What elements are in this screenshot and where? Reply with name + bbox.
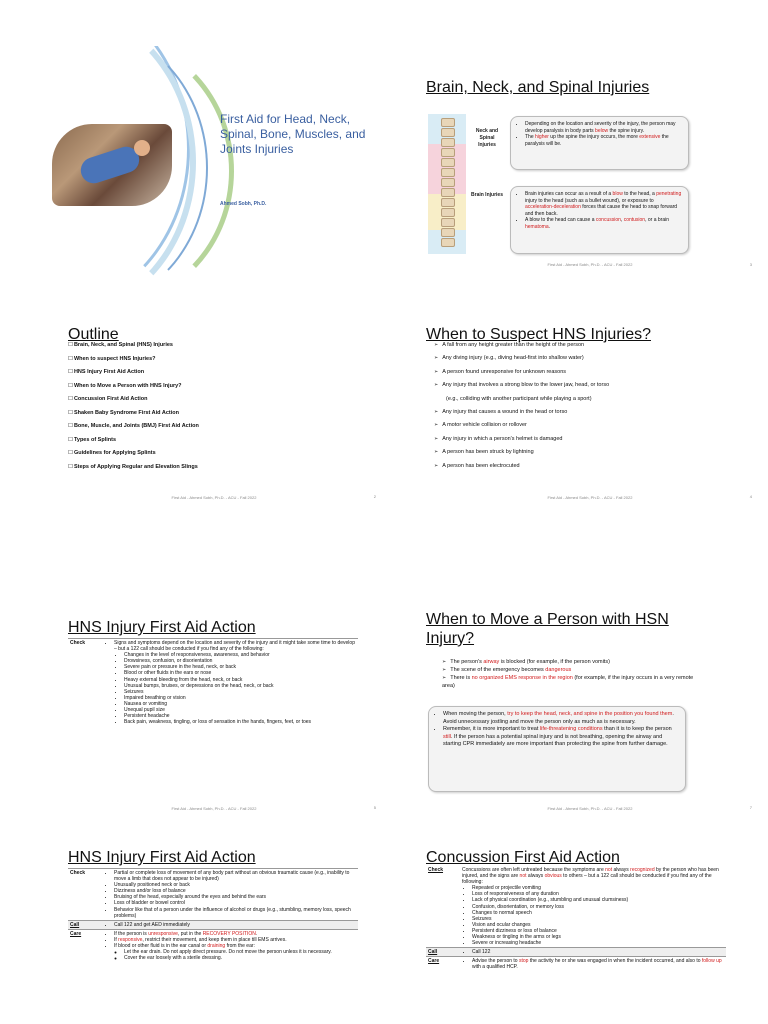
- slide-title: Concussion First Aid Action: [426, 849, 620, 866]
- outline-item: ☐ When to suspect HNS Injuries?: [68, 353, 199, 367]
- check-item: • Repeated or projectile vomiting: [472, 885, 724, 891]
- check-item: • Dizziness and/or loss of balance: [114, 888, 356, 894]
- page-number: 3: [749, 262, 752, 267]
- injured-person-photo: [52, 124, 172, 206]
- slide-footer: First Aid - Ahmed Sobh, Ph.D. - ACU - Fall 2022: [171, 806, 257, 811]
- suspect-item-continuation: (e.g., colliding with another participant while playing a sport): [446, 395, 592, 402]
- suspect-item: ➢ A fall from any height greater than the height of the person: [434, 339, 609, 352]
- label-brain: Brain Injuries: [471, 192, 503, 198]
- care-label: Care: [426, 957, 460, 972]
- check-item: • Changes to normal speech: [472, 910, 724, 916]
- care-item: • Advise the person to stop the activity he or she was engaged in when the incident occurred, and also to follow up with a qualified HCP.: [472, 958, 724, 970]
- slide-title: Outline: [68, 326, 119, 343]
- page-number: 7: [749, 805, 752, 810]
- move-info-box: [428, 706, 686, 792]
- neck-bullet: • Depending on the location and severity of the injury, the person may develop paralysis in body parts below the spine injury.: [525, 121, 682, 134]
- outline-list: [68, 339, 199, 474]
- check-item: • Drowsiness, confusion, or disorientation: [124, 658, 356, 664]
- suspect-item: ➢ Any diving injury (e.g., diving head-first into shallow water): [434, 352, 609, 365]
- check-item: • Impaired breathing or vision: [124, 695, 356, 701]
- outline-item: ☐ When to Move a Person with HNS Injury?: [68, 380, 199, 394]
- check-item: • Blood or other fluids in the ears or nose: [124, 670, 356, 676]
- check-item: • Vision and ocular changes: [472, 922, 724, 928]
- outline-item: ☐ Bone, Muscle, and Joints (BMJ) First Aid Action: [68, 420, 199, 434]
- suspect-item: ➢ A person has been struck by lightning: [434, 446, 609, 459]
- care-item: • If blood or other fluid is in the ear canal or draining from the ear: ◦ Let the ear drain. Do not apply direct pressure. Do not move the person unless it is necessary. ◦ Cover the ear loosely with a sterile dressing.: [114, 943, 356, 961]
- check-item: • Persistent headache: [124, 713, 356, 719]
- neck-bullet: • The higher up the spine the injury occurs, the more extensive the paralysis will be.: [525, 134, 682, 147]
- check-item: • Confusion, disorientation, or memory loss: [472, 904, 724, 910]
- outline-item: ☐ Steps of Applying Regular and Elevation Slings: [68, 461, 199, 475]
- slide-footer: First Aid - Ahmed Sobh, Ph.D. - ACU - Fall 2022: [547, 806, 633, 811]
- person-figure: [77, 143, 142, 186]
- suspect-item: ➢ Any injury that involves a strong blow to the lower jaw, head, or torso: [434, 379, 609, 392]
- brain-bullet: • A blow to the head can cause a concussion, contusion, or a brain hematoma.: [525, 217, 682, 230]
- neck-info-box: [510, 116, 689, 170]
- presentation-title: First Aid for Head, Neck, Spinal, Bone, Muscles, and Joints Injuries: [220, 112, 366, 156]
- brain-bullet: • Brain injuries can occur as a result of a blow to the head, a penetrating injury to the head (such as a bullet wound), or exposure to acceleration-deceleration forces that cause the head to snap forward and then back.: [525, 191, 682, 217]
- check-item: • Loss of responsiveness of any duration: [472, 891, 724, 897]
- outline-item: ☐ Types of Splints: [68, 434, 199, 448]
- check-label: Check: [70, 870, 86, 876]
- author-name: Ahmed Sobh, Ph.D.: [220, 201, 267, 207]
- check-item: • Persistent dizziness or loss of balance: [472, 928, 724, 934]
- call-item: • Call 122 and get AED immediately: [114, 922, 356, 928]
- check-item: • Nausea or vomiting: [124, 701, 356, 707]
- spine-illustration: [428, 114, 466, 254]
- check-item: • Heavy external bleeding from the head, neck, or back: [124, 677, 356, 683]
- move-item: ➢ There is no organized EMS response in the region (for example, if the injury occurs in a very remote area): [434, 674, 694, 690]
- suspect-item: ➢ A person has been electrocuted: [434, 460, 609, 473]
- check-item: • Unusual bumps, bruises, or depressions on the head, neck, or back: [124, 683, 356, 689]
- slide-hns-action-2: [44, 840, 384, 1024]
- outline-item: ☐ Guidelines for Applying Splints: [68, 447, 199, 461]
- check-item: • Bruising of the head, especially around the eyes and behind the ears: [114, 894, 356, 900]
- outline-item: ☐ Concussion First Aid Action: [68, 393, 199, 407]
- check-item: • Partial or complete loss of movement of any body part without an obvious traumatic cause (e.g., inability to move a limb that does not appear to be injured): [114, 870, 356, 882]
- slide-when-to-suspect: [420, 295, 760, 530]
- slide-title: When to Suspect HNS Injuries?: [426, 326, 651, 343]
- person-head: [134, 140, 150, 156]
- slide-footer: First Aid - Ahmed Sobh, Ph.D. - ACU - Fall 2022: [547, 262, 633, 267]
- page-number: 5: [373, 805, 376, 810]
- move-item: ➢ The person's airway is blocked (for example, if the person vomits): [434, 658, 694, 666]
- check-item: • Back pain, weakness, tingling, or loss of sensation in the hands, fingers, feet, or toes: [124, 719, 356, 725]
- check-table: [68, 638, 358, 726]
- care-item: • If responsive, restrict their movement, and keep them in place till EMS arrives.: [114, 937, 356, 943]
- check-item: • Behavior like that of a person under the influence of alcohol or drugs (e.g., stumbling, memory loss, speech problems): [114, 907, 356, 919]
- check-item: • Seizures: [124, 689, 356, 695]
- slide-outline: [44, 295, 384, 530]
- check-item: • Severe or increasing headache: [472, 940, 724, 946]
- page-number: 4: [749, 494, 752, 499]
- call-label: Call: [68, 920, 102, 929]
- check-item: • Weakness or tingling in the arms or legs: [472, 934, 724, 940]
- suspect-item: ➢ Any injury in which a person's helmet is damaged: [434, 433, 609, 446]
- suspect-item: ➢ Any injury that causes a wound in the head or torso: [434, 406, 609, 419]
- concussion-table: [426, 866, 726, 972]
- suspect-list: [434, 339, 609, 473]
- check-item: • Changes in the level of responsiveness, awareness, and behavior: [124, 652, 356, 658]
- call-label: Call: [426, 948, 460, 957]
- care-item: • If the person is unresponsive, put in the RECOVERY POSITION.: [114, 931, 356, 937]
- slide-brain-neck-spinal: [420, 46, 760, 281]
- concussion-intro: Concussions are often left untreated because the symptoms are not always recognized by the person who has been injured, and the signs are not always obvious to others – but a 122 call should be conducted if you find any of the following:: [462, 867, 719, 886]
- call-item: • Call 122: [472, 949, 724, 955]
- check-item: • Loss of bladder or bowel control: [114, 900, 356, 906]
- outline-item: ☐ Shaken Baby Syndrome First Aid Action: [68, 407, 199, 421]
- check-item: • Unequal pupil size: [124, 707, 356, 713]
- check-item: • Seizures: [472, 916, 724, 922]
- move-item: ➢ The scene of the emergency becomes dangerous: [434, 666, 694, 674]
- check-intro: • Signs and symptoms depend on the location and severity of the injury and it might take some time to develop – but a 122 call should be conducted if you find any of the following:: [114, 640, 356, 652]
- check-item: • Lack of physical coordination (e.g., stumbling and unusual clumsiness): [472, 897, 724, 903]
- page-number: 2: [373, 494, 376, 499]
- slide-title: [44, 46, 384, 281]
- suspect-item: ➢ A motor vehicle collision or rollover: [434, 419, 609, 432]
- slide-title: HNS Injury First Aid Action: [68, 619, 256, 636]
- care-subitem: ◦ Cover the ear loosely with a sterile dressing.: [124, 955, 356, 961]
- care-subitem: ◦ Let the ear drain. Do not apply direct pressure. Do not move the person unless it is necessary.: [124, 949, 356, 955]
- action-table: [68, 868, 358, 962]
- slide-title: When to Move a Person with HSN Injury?: [426, 611, 669, 647]
- slide-title: HNS Injury First Aid Action: [68, 849, 256, 866]
- check-item: • Severe pain or pressure in the head, neck, or back: [124, 664, 356, 670]
- outline-item: ☐ HNS Injury First Aid Action: [68, 366, 199, 380]
- outline-item: ☐ Brain, Neck, and Spinal (HNS) Injuries: [68, 339, 199, 353]
- check-item: • Unusually positioned neck or back: [114, 882, 356, 888]
- move-box-bullet: • Remember, it is more important to treat life-threatening conditions than it is to keep the person still. If the person has a potential spinal injury and is not breathing, opening the airway and starting CPR immediately are more important than protecting the spine from further damage.: [443, 726, 679, 749]
- suspect-item: ➢ A person found unresponsive for unknown reasons: [434, 366, 609, 379]
- brain-info-box: [510, 186, 689, 254]
- check-label: Check: [70, 640, 86, 646]
- check-label: Check: [428, 867, 444, 873]
- move-list: [434, 658, 694, 690]
- slide-hns-action-1: [44, 606, 384, 841]
- slide-footer: First Aid - Ahmed Sobh, Ph.D. - ACU - Fall 2022: [547, 495, 633, 500]
- slide-when-to-move: [420, 606, 760, 841]
- slide-concussion-action: [420, 840, 760, 1024]
- care-label: Care: [68, 929, 102, 962]
- slide-footer: First Aid - Ahmed Sobh, Ph.D. - ACU - Fall 2022: [171, 495, 257, 500]
- slide-title: Brain, Neck, and Spinal Injuries: [426, 79, 650, 96]
- move-box-bullet: • When moving the person, try to keep the head, neck, and spine in the position you found them. Avoid unnecessary jostling and move the person only as much as is necessary.: [443, 711, 679, 726]
- label-neck-spinal: Neck and Spinal Injuries: [475, 128, 499, 148]
